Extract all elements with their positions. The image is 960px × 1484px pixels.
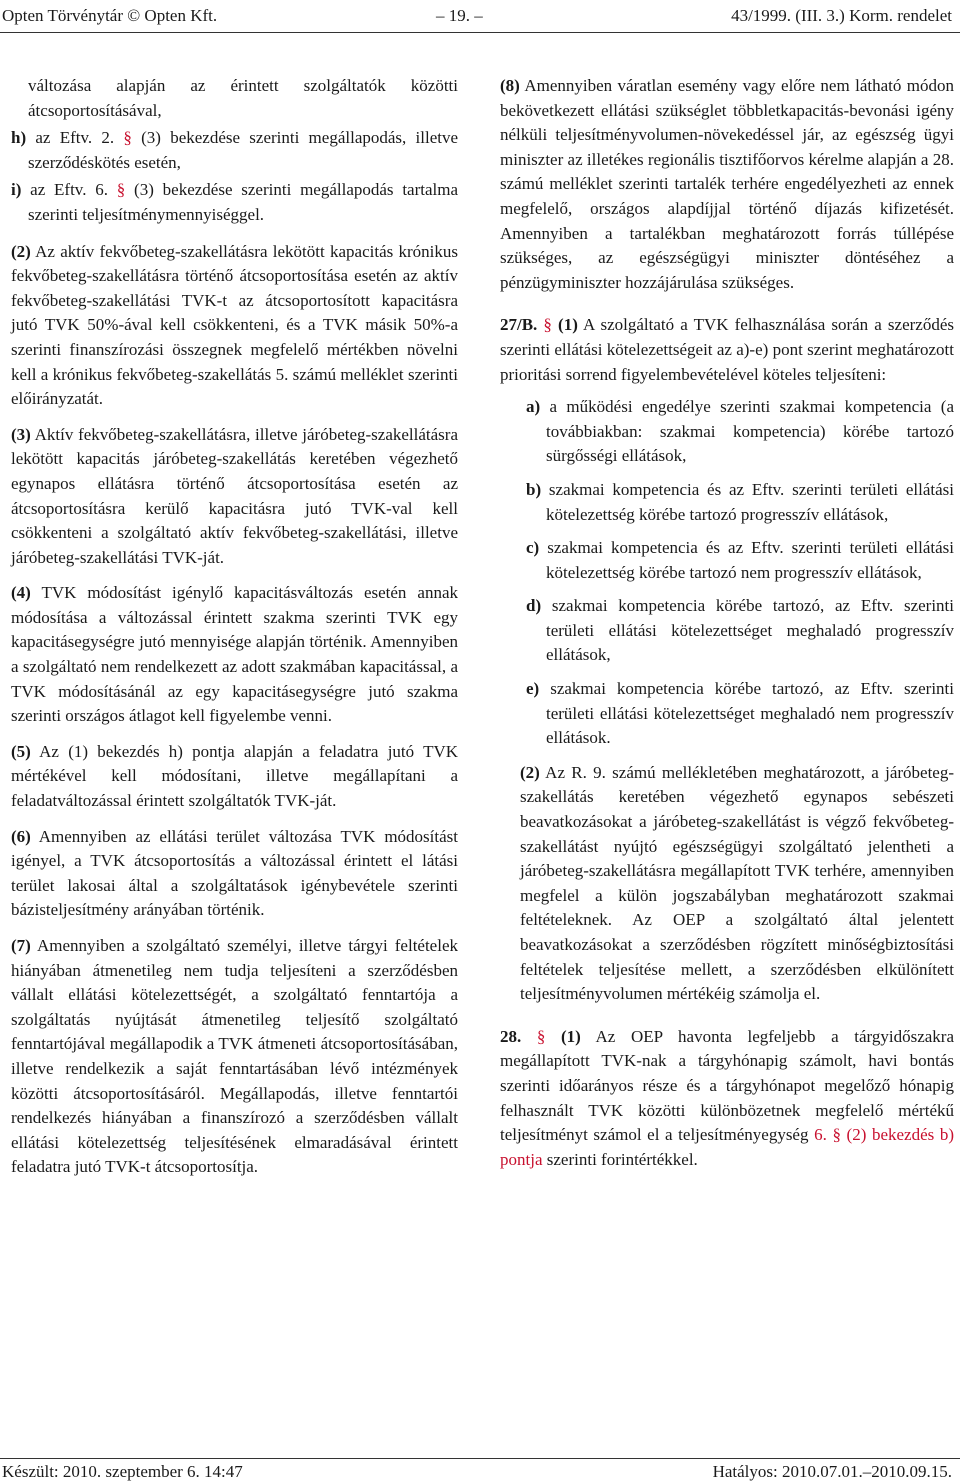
paragraph-6 (11, 825, 458, 923)
paragraph-text: Az (1) bekezdés h) pontja alapján a feladatra jutó TVK mértékével kell módosítani, illetve megállapítani a feladatváltozással érintett szolgáltatók TVK-ját. (11, 741, 459, 811)
item-i-text: (3) bekezdése szerinti megállapodás tartalma szerinti teljesítménymennyiséggel. (28, 180, 459, 224)
sub-item-label: b) (526, 479, 542, 499)
sub-item-text: szakmai kompetencia körébe tartozó, az Eftv. szerinti területi ellátási kötelezettséget meghaladó progresszív ellátások, (546, 596, 955, 665)
paragraph-number: (3) (11, 424, 31, 444)
sub-item-d (526, 594, 954, 668)
item-i-pre: az Eftv. 6. (30, 180, 108, 200)
sub-item-text: szakmai kompetencia és az Eftv. szerinti területi ellátási kötelezettség körébe tartozó nem progresszív ellátások, (546, 538, 954, 582)
paragraph-text: Az OEP havonta legfeljebb a tárgyidőszakra megállapított TVK-nak a tárgyhónapig számolt, havi bontás szerinti időarányos része és a tárgyhónapot megelőző hónapig felhasznált TVK közötti különbözetnek megfelelő mértékű teljesítményt számol el a teljesítményegység (500, 1026, 955, 1145)
footer-effective: Hatályos: 2010.07.01.–2010.09.15. (712, 1462, 952, 1481)
section-27b-paragraph-2 (520, 761, 954, 1007)
sub-item-a (526, 395, 954, 469)
paragraph-number: (5) (11, 741, 31, 761)
footer-created: Készült: 2010. szeptember 6. 14:47 (2, 1462, 243, 1481)
paragraph-number: (2) (11, 241, 31, 261)
page-footer (0, 1462, 960, 1482)
right-column (500, 74, 954, 1183)
header-publisher: Opten Törvénytár © Opten Kft. (2, 6, 218, 25)
paragraph-text: Az aktív fekvőbeteg-szakellátásra lekötött kapacitás krónikus fekvőbeteg-szakellátásra történő átcsoportosítása esetén az aktív fekvőbeteg-szakellátási TVK-t az átcsoportosított kapacitásra jutó TVK 50%-ával kell csökkenteni, és a TVK másik 50%-a szerinti finanszírozási összegnek megfelelő mértékben növelni kell a krónikus fekvőbeteg-szakellátás 5. számú melléklet szerinti előirányzatát. (11, 241, 458, 409)
item-i-label: i) (11, 180, 22, 200)
paragraph-number: (2) (520, 762, 540, 782)
section-link[interactable]: § (536, 1026, 546, 1046)
paragraph-number: (4) (11, 583, 31, 603)
header-decree-title: 43/1999. (III. 3.) Korm. rendelet (731, 6, 952, 25)
sub-item-c (526, 536, 954, 585)
left-column (11, 74, 458, 1191)
footer-rule (0, 1458, 960, 1459)
sub-item-e (526, 677, 954, 751)
paragraph-8 (500, 74, 954, 295)
paragraph-text: Amennyiben váratlan esemény vagy előre nem látható módon bekövetkezett ellátási szükséglet többletkapacitás-bevonási igény nélküli teljesítményvolumen-növekedéssel jár, az egészség ügyi miniszter az illetékes regionális tisztifőorvos kérelme alapján a 28. számú melléklet szerinti tartalék terhére engedélyezheti az ennek megfelelő, országos alapdíjjal történő díjazás kifizetését. Amennyiben a tartalékban meghatározott forrás túllépése szükséges, az egészségügyi miniszter döntéséhez a pénzügyminiszter hozzájárulása szükséges. (500, 76, 955, 292)
item-h-pre: az Eftv. 2. (35, 128, 115, 148)
paragraph-number: (7) (11, 936, 31, 955)
sub-item-label: a) (526, 397, 541, 417)
sub-item-label: c) (526, 538, 540, 558)
paragraph-number: (8) (500, 76, 520, 95)
header-page-number: – 19. – (436, 6, 483, 25)
paragraph-text-tail: szerinti forintértékkel. (546, 1149, 698, 1169)
section-link[interactable]: § (543, 315, 552, 335)
paragraph-text: Az R. 9. számú mellékletében meghatározott, a járóbeteg-szakellátás keretében végezhető egynapos sebészeti beavatkozásokat a járóbeteg-szakellátást is végző fekvőbeteg-szakellátást nyújtó egészségügyi szolgáltató jelentheti a járóbeteg-szakellátásra megállapított TVK terhére, amennyiben megfelel a külön jogszabályban meghatározott szakmai feltételeknek. Az OEP a szolgáltató által jelentett beavatkozásokat a szerződésben rögzített minőségbiztosítási feltételek teljesítése mellett, a szerződésben elkülönített teljesítményvolumen mértékéig számolja el. (520, 762, 954, 1004)
cross-reference-link[interactable]: 6. § (2) bekezdés b) pontja (500, 1125, 955, 1169)
paragraph-text: Amennyiben a szolgáltató személyi, illetve tárgyi feltételek hiányában átmenetileg nem tudja teljesíteni a szerződésben vállalt ellátási kötelezettségét, a szolgáltató fenntartója a szolgáltatás nyújtását átmenetileg teljesítő szolgáltató fenntartójával megállapodik a TVK átmeneti átcsoportosításában, illetve rendelkezik a saját fenntartásában lévő intézmények közötti átcsoportosításáról. Megállapodás, illetve fenntartói rendelkezés hiányában a finanszírozó a szerződésben vállalt ellátási kötelezettség teljesítésének elmaradásával érintett feladatra jutó TVK-t átcsoportosítja. (11, 936, 459, 1177)
paragraph-number: (1) (561, 1026, 581, 1046)
sub-item-text: a működési engedélye szerinti szakmai kompetencia (a továbbiakban: szakmai kompetencia) körébe tartozó sürgősségi ellátások, (546, 397, 954, 466)
paragraph-7 (11, 934, 458, 1180)
section-27b (500, 313, 954, 387)
section-28 (500, 1025, 954, 1173)
paragraph-number: (1) (558, 315, 578, 335)
item-h (11, 126, 458, 175)
item-g-continuation: változása alapján az érintett szolgáltatók közötti átcsoportosításával, (28, 76, 458, 120)
item-h-text: (3) bekezdése szerinti megállapodás, illetve szerződéskötés esetén, (28, 128, 459, 172)
paragraph-text: TVK módosítást igénylő kapacitásváltozás esetén annak módosítása a változással érintett szakma szerinti TVK egy kapacitásegységre jutó mennyisége alapján történik. Amennyiben a szolgáltató nem rendelkezett az adott szakmában kapacitással, a TVK módosításánál az egy kapacitásegységre jutó szakma szerinti országos átlagot kell figyelembe venni. (11, 583, 458, 726)
section-number: 27/B. (500, 315, 538, 335)
item-h-label: h) (11, 128, 27, 148)
section-link[interactable]: § (123, 128, 132, 148)
item-i (11, 178, 458, 227)
paragraph-text: A szolgáltató a TVK felhasználása során a szerződés szerinti ellátási kötelezettségeit az a)-e) pont szerint meghatározott prioritási sorrend figyelembevételével köteles teljesíteni: (500, 315, 954, 384)
paragraph-5 (11, 740, 458, 814)
paragraph-2 (11, 240, 458, 412)
sub-item-label: d) (526, 596, 542, 616)
sub-item-text: szakmai kompetencia körébe tartozó, az Eftv. szerinti területi ellátási kötelezettséget meghaladó nem progresszív ellátások. (546, 679, 954, 748)
sub-item-text: szakmai kompetencia és az Eftv. szerinti területi ellátási kötelezettség körébe tartozó progresszív ellátások, (546, 479, 955, 524)
sub-item-b (526, 478, 954, 527)
page-header (0, 6, 960, 28)
sub-item-label: e) (526, 679, 540, 699)
section-number: 28. (500, 1026, 522, 1046)
section-link[interactable]: § (116, 180, 126, 200)
header-rule (0, 32, 960, 33)
paragraph-4 (11, 581, 458, 729)
paragraph-3 (11, 423, 458, 571)
paragraph-number: (6) (11, 826, 31, 846)
paragraph-text: Amennyiben az ellátási terület változása TVK módosítást igényel, a TVK átcsoportosítás a változással érintett el látási terület lakosai által a szolgáltatások igénybevétele szerinti bázisteljesítmény arányában történik. (11, 826, 459, 920)
paragraph-text: Aktív fekvőbeteg-szakellátásra, illetve járóbeteg-szakellátásra lekötött kapacitás járóbeteg-szakellátás keretében végezhető egynapos ellátásra történő átcsoportosítása esetén az átcsoportosításra kerülő kapacitásra jutó TVK-val kell csökkenteni a szolgáltató aktív fekvőbeteg-szakellátási, illetve járóbeteg-szakellátási TVK-ját. (11, 424, 459, 567)
